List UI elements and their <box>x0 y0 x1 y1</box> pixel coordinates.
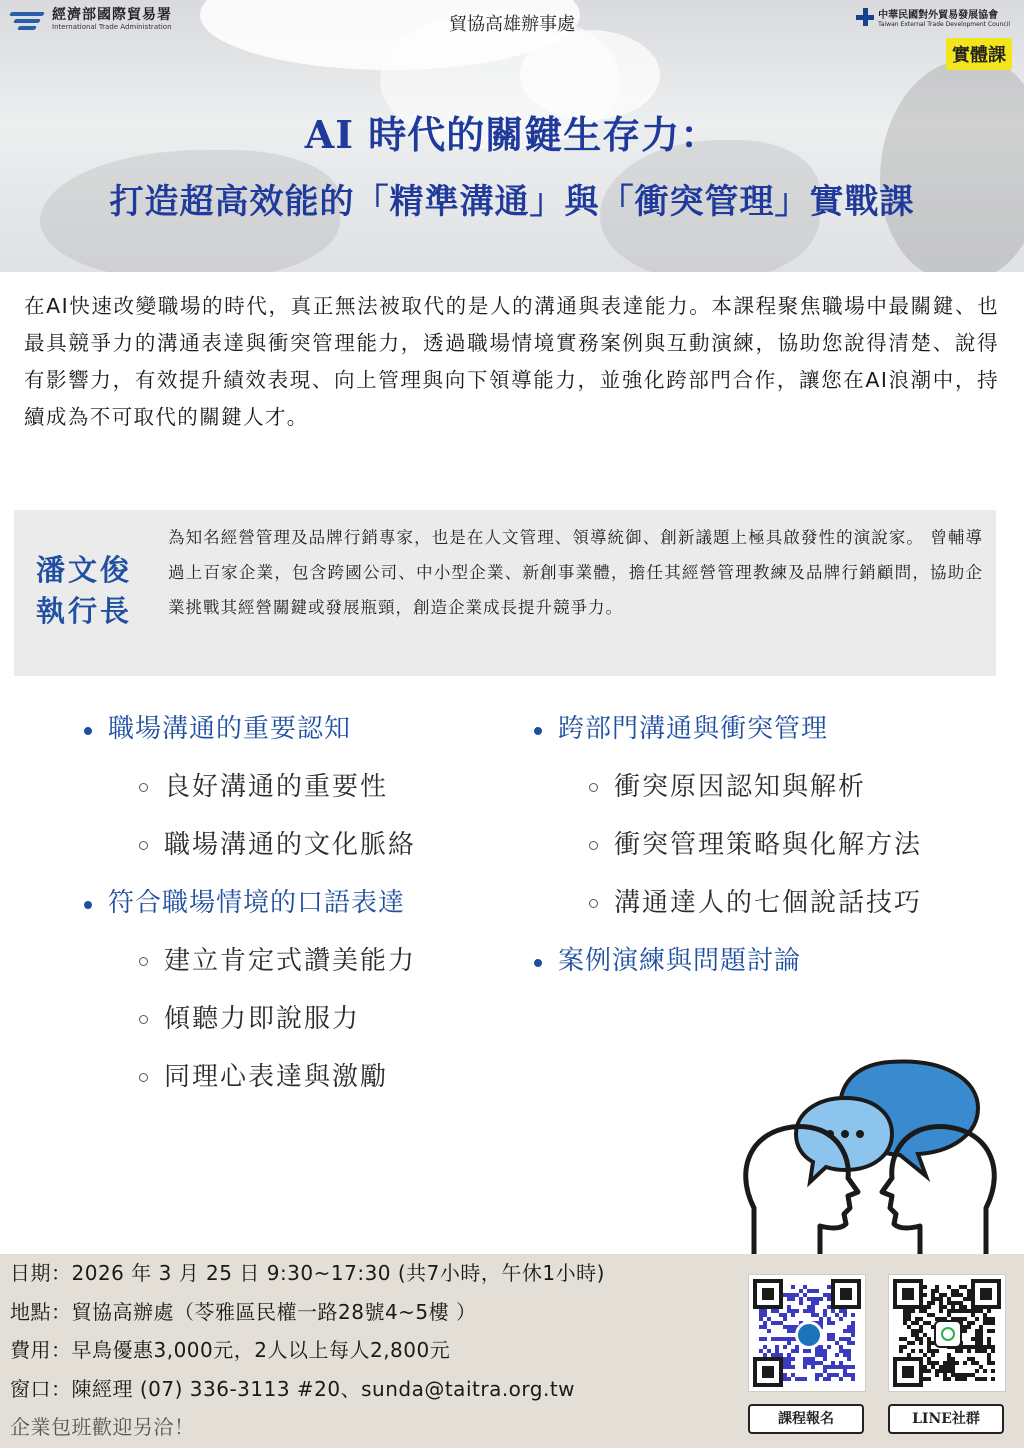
line-app-icon <box>934 1320 962 1348</box>
outline-subtopic: 衝突原因認知與解析 <box>534 763 922 821</box>
course-fee: 費用：早鳥優惠3,000元，2人以上每人2,800元 <box>10 1338 451 1362</box>
two-heads-speech-bubbles-icon <box>740 1058 1000 1254</box>
outline-left-column <box>84 705 416 1111</box>
taitra-logo-english: Taiwan External Trade Development Council <box>878 21 1010 28</box>
course-date: 日期：2026 年 3 月 25 日 9:30~17:30 (共7小時，午休1小時) <box>10 1261 605 1285</box>
instructor-name <box>36 550 132 632</box>
course-intro: 在AI快速改變職場的時代，真正無法被取代的是人的溝通與表達能力。本課程聚焦職場中最關鍵、也最具競爭力的溝通表達與衝突管理能力，透過職場情境實務案例與互動演練，協助您說得清楚、說得有影響力，有效提升績效表現、向上管理與向下領導能力，並強化跨部門合作，讓您在AI浪潮中，持續成為不可取代的關鍵人才。 <box>24 294 999 429</box>
outline-subtopic: 衝突管理策略與化解方法 <box>534 821 922 879</box>
outline-subtopic: 溝通達人的七個說話技巧 <box>534 879 922 937</box>
outline-topic: 案例演練與問題討論 <box>534 937 922 995</box>
instructor-bio: 為知名經營管理及品牌行銷專家，也是在人文管理、領導統御、創新議題上極具啟發性的演說家。 曾輔導過上百家企業，包含跨國公司、中小型企業、新創事業體，擔任其經營管理教練及品牌行銷顧問，協助企業挑戰其經營關鍵或發展瓶頸，創造企業成長提升競爭力。 <box>168 528 983 617</box>
office-name: 貿協高雄辦事處 <box>449 14 575 35</box>
page-title: AI 時代的關鍵生存力： <box>304 112 720 157</box>
outline-topic: 跨部門溝通與衝突管理 <box>534 705 922 763</box>
course-details <box>10 1254 605 1447</box>
registration-qr-code[interactable] <box>748 1274 866 1392</box>
outline-subtopic: 同理心表達與激勵 <box>84 1053 416 1111</box>
outline-subtopic: 傾聽力即說服力 <box>84 995 416 1053</box>
taitra-mini-icon <box>795 1321 823 1349</box>
ita-logo-name: 經濟部國際貿易署 <box>52 7 172 23</box>
course-contact: 窗口：陳經理 (07) 336-3113 #20、sunda@taitra.org.tw <box>10 1376 576 1401</box>
outline-topic: 職場溝通的重要認知 <box>84 705 416 763</box>
outline-subtopic: 良好溝通的重要性 <box>84 763 416 821</box>
outline-topic: 符合職場情境的口語表達 <box>84 879 416 937</box>
outline-right-column <box>534 705 922 995</box>
outline-subtopic: 職場溝通的文化脈絡 <box>84 821 416 879</box>
course-info-footer <box>0 1254 1024 1448</box>
outline-subtopic: 建立肯定式讚美能力 <box>84 937 416 995</box>
corporate-note: 企業包班歡迎另洽！ <box>10 1415 195 1439</box>
page-subtitle: 打造超高效能的「精準溝通」與「衝突管理」實戰課 <box>109 182 915 222</box>
instructor-title-text: 執行長 <box>36 594 133 628</box>
ita-logo-english: International Trade Administration <box>52 23 172 31</box>
course-location: 地點：貿協高辦處（苓雅區民權一路28號4~5樓 ） <box>10 1299 477 1324</box>
instructor-name-text: 潘文俊 <box>36 553 133 587</box>
taitra-logo-name: 中華民國對外貿易發展協會 <box>878 10 999 21</box>
line-group-qr-code[interactable] <box>888 1274 1006 1392</box>
registration-label[interactable]: 課程報名 <box>748 1404 864 1434</box>
taitra-logo <box>856 6 1010 28</box>
taitra-logo-icon <box>856 8 874 26</box>
course-type-badge: 實體課 <box>946 38 1012 70</box>
instructor-box <box>14 510 996 676</box>
header-banner <box>0 0 1024 272</box>
hand-decoration <box>880 60 1024 272</box>
line-group-label[interactable]: LINE社群 <box>888 1404 1004 1434</box>
